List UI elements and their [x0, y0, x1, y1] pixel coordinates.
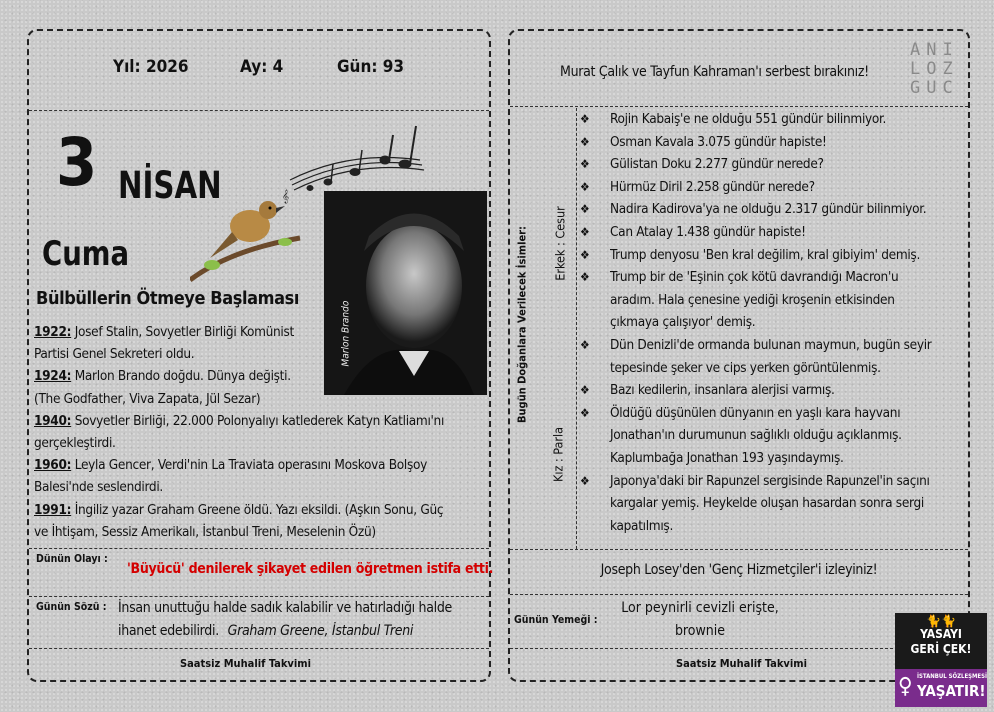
- bullet-icon: ❖: [580, 179, 590, 194]
- event-line: [34, 499, 443, 521]
- news-text: Nadira Kadirova'ya ne olduğu 2.317 gündür bilinmiyor.: [610, 201, 927, 218]
- names-title: Bugün Doğanlara Verilecek İsimler:: [515, 225, 529, 424]
- special-day: Bülbüllerin Ötmeye Başlaması: [36, 288, 300, 309]
- top-right-message: Murat Çalık ve Tayfun Kahraman'ı serbest bırakınız!: [560, 64, 869, 80]
- event-line: [34, 454, 427, 476]
- year-label: Yıl: 2026: [113, 57, 189, 77]
- bullet-icon: ❖: [580, 338, 590, 352]
- event-text: Sovyetler Birliği, 22.000 Polonyalıyı katlederek Katyn Katliamı'nı: [71, 412, 445, 429]
- divider: [576, 108, 577, 549]
- bullet-icon: ❖: [580, 247, 590, 262]
- month-label: Ay: 4: [240, 57, 284, 77]
- event-line: [34, 410, 444, 432]
- divider: [29, 110, 489, 111]
- quote-label: Günün Sözü :: [36, 601, 107, 613]
- quote-source: Graham Greene, İstanbul Treni: [227, 623, 414, 639]
- news-text: Trump bir de 'Eşinin çok kötü davrandığı Macron'u: [610, 269, 899, 286]
- news-text: Kaplumbağa Jonathan 193 yaşındaymış.: [610, 449, 844, 466]
- divider: [510, 106, 968, 107]
- event-of-day-label: Dünün Olayı :: [36, 553, 108, 565]
- date-month: NİSAN: [118, 164, 222, 207]
- campaign-badge: [895, 613, 987, 707]
- news-text: Öldüğü düşünülen dünyanın en yaşlı kara hayvanı: [610, 404, 901, 421]
- event-line: [34, 365, 291, 387]
- day-count-label: Gün: 93: [337, 57, 405, 77]
- bullet-icon: ❖: [580, 134, 590, 149]
- divider: [29, 548, 489, 549]
- news-text: Can Atalay 1.438 gündür hapiste!: [610, 224, 806, 240]
- bullet-icon: ❖: [580, 157, 590, 172]
- news-text: Jonathan'ın durumunun sağlıklı olduğu açıklanmış.: [610, 427, 902, 444]
- names-female: Kız : Parla: [550, 426, 566, 483]
- movie-recommendation: Joseph Losey'den 'Genç Hizmetçiler'i izleyiniz!: [600, 562, 878, 578]
- event-text: ve İhtişam, Sessiz Amerikalı, İstanbul Treni, Meselenin Özü): [34, 523, 376, 540]
- badge-line4: YAŞATIR!: [917, 682, 986, 700]
- meal-label: Günün Yemeği :: [514, 614, 598, 626]
- logo-line3: GUC: [910, 78, 959, 98]
- event-line: [34, 476, 163, 498]
- news-text: Rojin Kabaiş'e ne olduğu 551 gündür bilinmiyor.: [610, 111, 887, 127]
- divider: [29, 596, 489, 597]
- badge-bottom: [895, 669, 987, 707]
- news-text: aradım. Hala çenesine yediği kroşenin etkisinden: [610, 291, 895, 308]
- event-line: [34, 521, 376, 543]
- date-weekday: Cuma: [42, 234, 130, 274]
- logo: [910, 41, 959, 98]
- divider: [29, 648, 489, 649]
- badge-line3: İSTANBUL SÖZLEŞMESİ: [917, 673, 987, 680]
- cats-icon: 🐈🐈: [926, 614, 956, 628]
- event-text: Balesi'nde seslendirdi.: [34, 479, 163, 496]
- event-year: 1922:: [34, 324, 72, 340]
- event-line: [34, 432, 116, 454]
- event-year: 1940:: [34, 412, 72, 429]
- portrait-photo: [324, 191, 487, 395]
- bullet-icon: ❖: [580, 112, 590, 126]
- news-text: tepesinde şeker ve cips yerken görüntülenmiş.: [610, 359, 881, 376]
- event-text: (The Godfather, Viva Zapata, Jül Sezar): [34, 390, 261, 407]
- divider: [510, 549, 968, 550]
- event-line: [34, 321, 294, 343]
- news-text: Bazı kedilerin, insanlara alerjisi varmış.: [610, 382, 835, 399]
- quote-line1: İnsan unuttuğu halde sadık kalabilir ve hatırladığı halde: [118, 600, 453, 616]
- footer-right: Saatsiz Muhalif Takvimi: [676, 657, 807, 670]
- news-text: Trump denyosu 'Ben kral değilim, kral gibiyim' demiş.: [610, 246, 921, 263]
- event-line: [34, 343, 194, 365]
- bullet-icon: ❖: [580, 270, 590, 285]
- news-text: kapatılmış.: [610, 517, 673, 534]
- event-text: Josef Stalin, Sovyetler Birliği Komünist: [71, 324, 294, 340]
- bullet-icon: ❖: [580, 473, 590, 488]
- badge-line2: GERİ ÇEK!: [910, 642, 972, 656]
- svg-text:𝄞: 𝄞: [282, 189, 290, 203]
- bullet-icon: ❖: [580, 202, 590, 217]
- quote-line2: [118, 623, 413, 639]
- bullet-icon: ❖: [580, 405, 590, 420]
- names-male: Erkek : Cesur: [552, 206, 568, 281]
- photo-caption: Marlon Brando: [340, 300, 352, 367]
- bullet-icon: ❖: [580, 383, 590, 398]
- news-text: Osman Kavala 3.075 gündür hapiste!: [610, 133, 827, 150]
- badge-line1: YASAYI: [920, 627, 962, 641]
- bullet-icon: ❖: [580, 225, 590, 239]
- meal-line2: brownie: [674, 623, 726, 639]
- event-text: Marlon Brando doğdu. Dünya değişti.: [71, 368, 291, 385]
- news-text: çıkmaya çalışıyor' demiş.: [610, 314, 756, 331]
- bird-icon: [190, 201, 300, 280]
- date-day: 3: [56, 124, 98, 201]
- venus-icon: ♀: [898, 674, 913, 699]
- event-year: 1924:: [34, 368, 72, 385]
- footer-left: Saatsiz Muhalif Takvimi: [180, 657, 311, 670]
- news-text: Japonya'daki bir Rapunzel sergisinde Rapunzel'in saçını: [610, 472, 930, 489]
- divider: [510, 594, 968, 595]
- news-text: Hürmüz Diril 2.258 gündür nerede?: [610, 178, 815, 195]
- logo-line2: LOZ: [910, 59, 959, 79]
- event-text: Partisi Genel Sekreteri oldu.: [34, 346, 195, 363]
- news-text: kargalar yemiş. Heykelde oluşan hasardan sonra sergi: [610, 495, 924, 512]
- event-line: [34, 388, 260, 410]
- news-text: Dün Denizli'de ormanda bulunan maymun, bugün seyir: [610, 337, 932, 353]
- event-text: Leyla Gencer, Verdi'nin La Traviata operasını Moskova Bolşoy: [71, 457, 428, 474]
- event-of-day-text: 'Büyücü' denilerek şikayet edilen öğretmen istifa etti.: [127, 561, 494, 577]
- event-year: 1991:: [34, 501, 72, 518]
- meal-line1: Lor peynirli cevizli erişte,: [621, 600, 779, 616]
- quote-line2-text: ihanet edebilirdi.: [118, 623, 219, 639]
- event-text: gerçekleştirdi.: [34, 435, 116, 451]
- event-text: İngiliz yazar Graham Greene öldü. Yazı eksildi. (Aşkın Sonu, Güç: [71, 501, 444, 518]
- news-text: Gülistan Doku 2.277 gündür nerede?: [610, 156, 824, 173]
- logo-line1: ANI: [910, 40, 959, 60]
- event-year: 1960:: [34, 457, 72, 474]
